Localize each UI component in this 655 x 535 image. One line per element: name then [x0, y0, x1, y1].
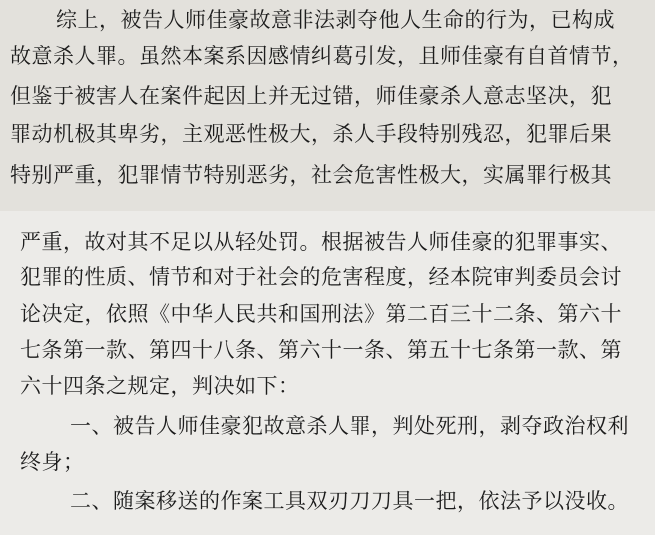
text-line: 故意杀人罪。虽然本案系因感情纠葛引发，且师佳豪有自首情节，: [10, 44, 634, 68]
document-top-section: [0, 0, 655, 211]
text-line: 罪动机极其卑劣，主观恶性极大，杀人手段特别残忍，犯罪后果: [10, 122, 612, 146]
text-line: 终身；: [20, 450, 85, 474]
text-line: 但鉴于被害人在案件起因上并无过错，师佳豪杀人意志坚决，犯: [10, 84, 612, 108]
text-line: 综上，被告人师佳豪故意非法剥夺他人生命的行为，已构成: [56, 8, 615, 32]
text-line: 七条第一款、第四十八条、第六十一条、第五十七条第一款、第: [20, 338, 622, 362]
text-line: 六十四条之规定，判决如下：: [20, 374, 300, 398]
text-line: 犯罪的性质、情节和对于社会的危害程度，经本院审判委员会讨: [20, 265, 622, 289]
text-line: 论决定，依照《中华人民共和国刑法》第二百三十二条、第六十: [20, 302, 622, 326]
text-line: 严重，故对其不足以从轻处罚。根据被告人师佳豪的犯罪事实、: [20, 230, 622, 254]
text-line: 特别严重，犯罪情节特别恶劣，社会危害性极大，实属罪行极其: [10, 163, 612, 187]
document-bottom-section: [0, 211, 655, 535]
text-line: 二、随案移送的作案工具双刃刀刀具一把，依法予以没收。: [70, 489, 629, 513]
text-line: 一、被告人师佳豪犯故意杀人罪，判处死刑，剥夺政治权利: [70, 414, 629, 438]
